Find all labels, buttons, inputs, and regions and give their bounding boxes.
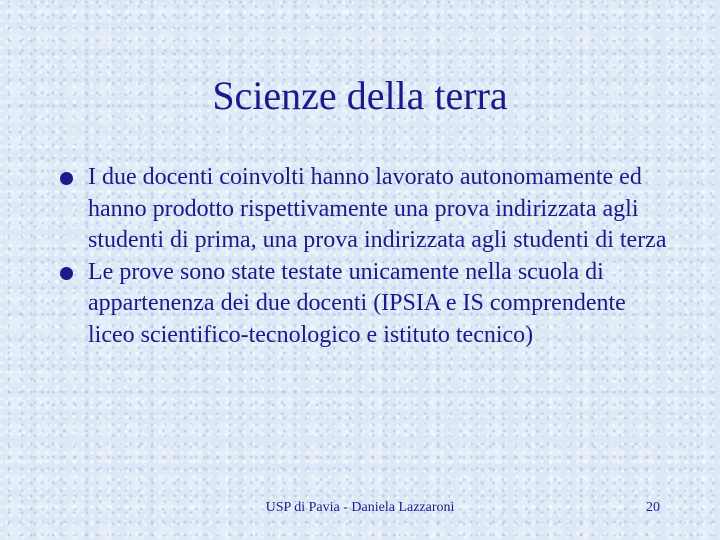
- bullet-item: [58, 162, 678, 257]
- bullet-item: [58, 257, 678, 352]
- bullet-icon: [60, 172, 73, 185]
- slide-title: Scienze della terra: [212, 73, 508, 118]
- bullet-text: Le prove sono state testate unicamente nella scuola di appartenenza dei due docenti (IPSIA e IS comprendente liceo scientifico-tecnologico e istituto tecnico): [88, 258, 626, 348]
- bullet-text: I due docenti coinvolti hanno lavorato autonomamente ed hanno prodotto rispettivamente una prova indirizzata agli studenti di prima, una prova indirizzata agli studenti di terza: [88, 164, 667, 253]
- bullet-list: [58, 162, 678, 351]
- page-number: 20: [646, 500, 660, 515]
- footer-author: USP di Pavia - Daniela Lazzaroni: [265, 500, 455, 515]
- bullet-icon: [60, 267, 73, 280]
